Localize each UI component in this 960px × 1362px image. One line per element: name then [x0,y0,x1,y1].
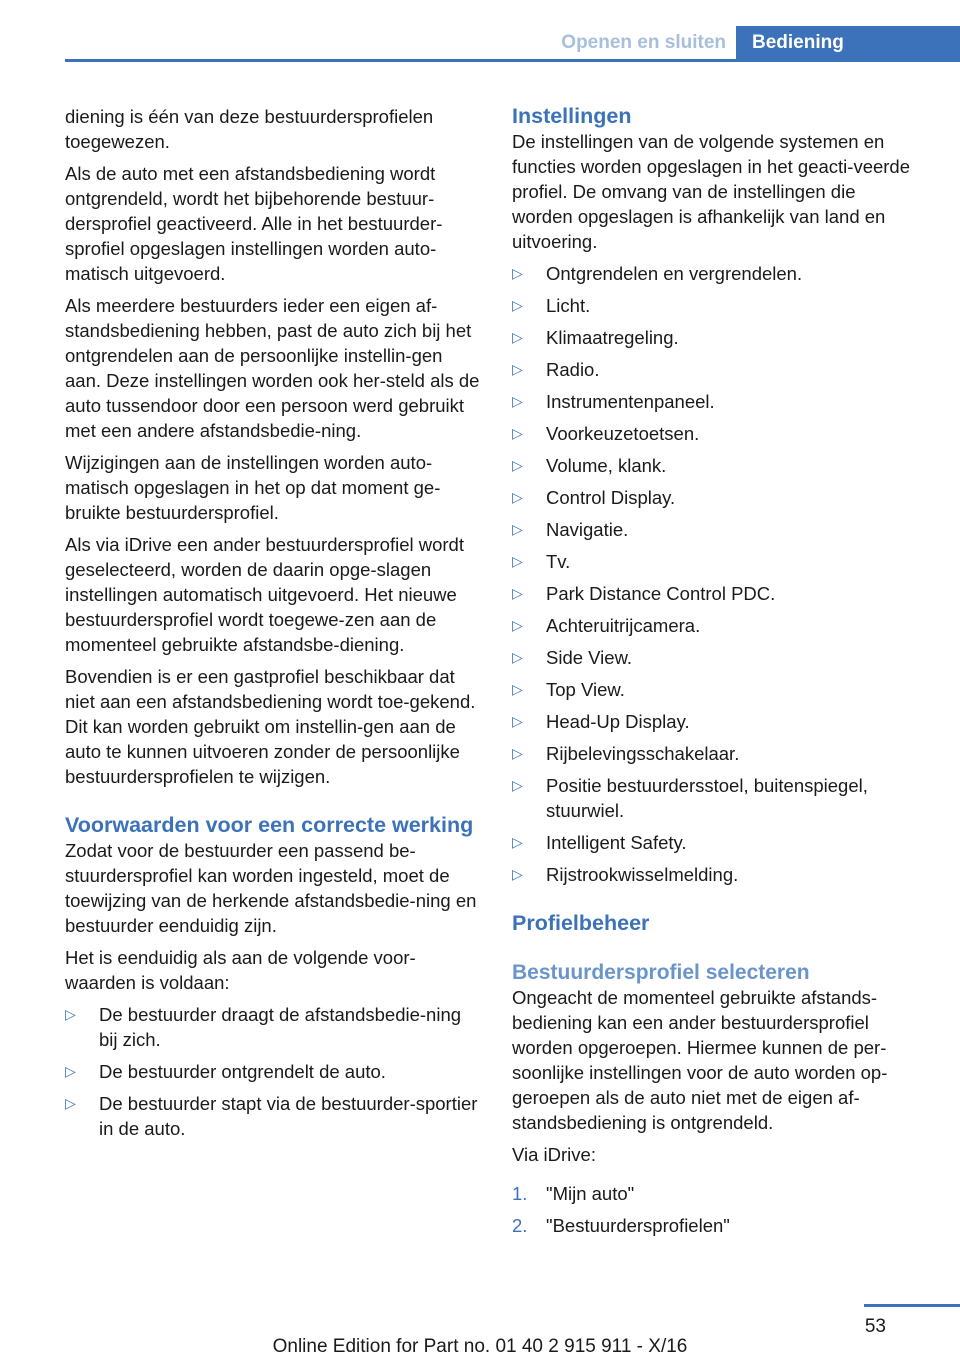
conditions-list [65,1002,480,1141]
list-item: 1. "Mijn auto" [512,1183,635,1204]
paragraph: Als de auto met een afstandsbediening wordt ontgrendeld, wordt het bijbehorende bestuur‐dersprofiel geactiveerd. Alle in het bestuurder‐sprofiel opgeslagen instellingen worden auto‐matisch uitgevoerd. [65,163,443,284]
list-item: ▷ De bestuurder ontgrendelt de auto. [65,1061,386,1082]
section-heading: Profielbeheer [512,911,650,935]
triangle-bullet-icon: ▷ [512,265,523,281]
list-item: ▷ Head-Up Display. [512,711,690,732]
triangle-bullet-icon: ▷ [512,329,523,345]
list-item: ▷ Rijbelevingsschakelaar. [512,743,740,764]
list-item: ▷ Voorkeuzetoetsen. [512,423,700,444]
edition-footer: Online Edition for Part no. 01 40 2 915 911 - X/16 [272,1336,688,1357]
settings-list [512,261,920,887]
triangle-bullet-icon: ▷ [512,425,523,441]
triangle-bullet-icon: ▷ [65,1063,76,1079]
header-rule [65,59,960,62]
page-number: 53 [864,1316,886,1337]
paragraph: Ongeacht de momenteel gebruikte afstands‐bediening kan een ander bestuurdersprofiel worden opgeroepen. Hiermee kunnen de per‐soonlijke instellingen voor de auto worden op‐geroepen als de auto niet met de eigen af‐standsbediening is ontgrendeld. [512,987,888,1133]
footer-rule [864,1304,960,1307]
triangle-bullet-icon: ▷ [65,1006,76,1022]
triangle-bullet-icon: ▷ [512,681,523,697]
list-item: ▷ Rijstrookwisselmelding. [512,864,739,885]
paragraph: Bovendien is er een gastprofiel beschikbaar dat niet aan een afstandsbediening wordt toe‐gekend. Dit kan worden gebruikt om instellin‐gen aan de auto te kunnen uitvoeren zonder de persoonlijke bestuurdersprofielen te wijzigen. [65,666,476,787]
paragraph: Via iDrive: [512,1144,596,1165]
step-number: 2. [512,1215,528,1236]
left-column [65,104,480,1148]
list-item: ▷ Control Display. [512,487,676,508]
list-item: ▷ Side View. [512,647,633,668]
list-item: ▷ Top View. [512,679,625,700]
triangle-bullet-icon: ▷ [512,866,523,882]
triangle-bullet-icon: ▷ [512,617,523,633]
list-item: ▷ Intelligent Safety. [512,832,687,853]
list-item: ▷ De bestuurder stapt via de bestuurder‐sportier in de auto. [65,1093,478,1139]
page-header [0,26,960,62]
list-item: ▷ Tv. [512,551,571,572]
list-item: ▷ Volume, klank. [512,455,667,476]
section-heading: Instellingen [512,104,632,128]
list-item: ▷ Instrumentenpaneel. [512,391,715,412]
triangle-bullet-icon: ▷ [512,457,523,473]
paragraph: Zodat voor de bestuurder een passend be‐stuurdersprofiel kan worden ingesteld, moet de toewijzing van de herkende afstandsbedie‐ning en bestuurder eenduidig zijn. [65,840,477,936]
list-item: ▷ Licht. [512,295,591,316]
paragraph: Wijzigingen aan de instellingen worden auto‐matisch opgeslagen in het op dat moment ge‐bruikte bestuurdersprofiel. [65,452,441,523]
list-item: ▷ Navigatie. [512,519,629,540]
paragraph: diening is één van deze bestuurdersprofielen toegewezen. [65,106,434,152]
triangle-bullet-icon: ▷ [512,297,523,313]
triangle-bullet-icon: ▷ [512,361,523,377]
triangle-bullet-icon: ▷ [512,521,523,537]
triangle-bullet-icon: ▷ [512,777,523,793]
triangle-bullet-icon: ▷ [512,585,523,601]
list-item: ▷ De bestuurder draagt de afstandsbedie‐ning bij zich. [65,1004,462,1050]
triangle-bullet-icon: ▷ [512,745,523,761]
steps-list [512,1181,920,1238]
subsection-heading: Bestuurdersprofiel selecteren [512,961,810,984]
list-item: ▷ Radio. [512,359,600,380]
list-item: ▷ Ontgrendelen en vergrendelen. [512,263,803,284]
paragraph: Als via iDrive een ander bestuurdersprofiel wordt geselecteerd, worden de daarin opge‐slagen instellingen automatisch uitgevoerd. Het nieuwe bestuurdersprofiel wordt toegewe‐zen aan de momenteel gebruikte afstandsbe‐diening. [65,534,464,655]
triangle-bullet-icon: ▷ [512,489,523,505]
triangle-bullet-icon: ▷ [512,553,523,569]
triangle-bullet-icon: ▷ [512,713,523,729]
list-item: ▷ Achteruitrijcamera. [512,615,701,636]
paragraph: Het is eenduidig als aan de volgende voor‐waarden is voldaan: [65,947,416,993]
section-heading: Voorwaarden voor een correcte werking [65,813,474,837]
section-tab[interactable]: Openen en sluiten [561,32,726,53]
triangle-bullet-icon: ▷ [65,1095,76,1111]
list-item: ▷ Positie bestuurdersstoel, buitenspiegel, stuurwiel. [512,775,868,821]
chapter-tab[interactable]: Bediening [736,26,960,62]
list-item: ▷ Park Distance Control PDC. [512,583,776,604]
list-item: 2. "Bestuurdersprofielen" [512,1215,730,1236]
list-item: ▷ Klimaatregeling. [512,327,679,348]
triangle-bullet-icon: ▷ [512,649,523,665]
paragraph: Als meerdere bestuurders ieder een eigen af‐standsbediening hebben, past de auto zich bij het ontgrendelen aan de persoonlijke instellin‐gen aan. Deze instellingen worden ook her‐steld als de auto tussendoor door een persoon werd gebruikt met een andere afstandsbedie‐ning. [65,295,480,441]
right-column [512,104,920,1245]
triangle-bullet-icon: ▷ [512,834,523,850]
triangle-bullet-icon: ▷ [512,393,523,409]
step-number: 1. [512,1183,528,1204]
paragraph: De instellingen van de volgende systemen en functies worden opgeslagen in het geacti‐veerde profiel. De omvang van de instellingen die worden opgeslagen is afhankelijk van land en uitvoering. [512,131,911,252]
